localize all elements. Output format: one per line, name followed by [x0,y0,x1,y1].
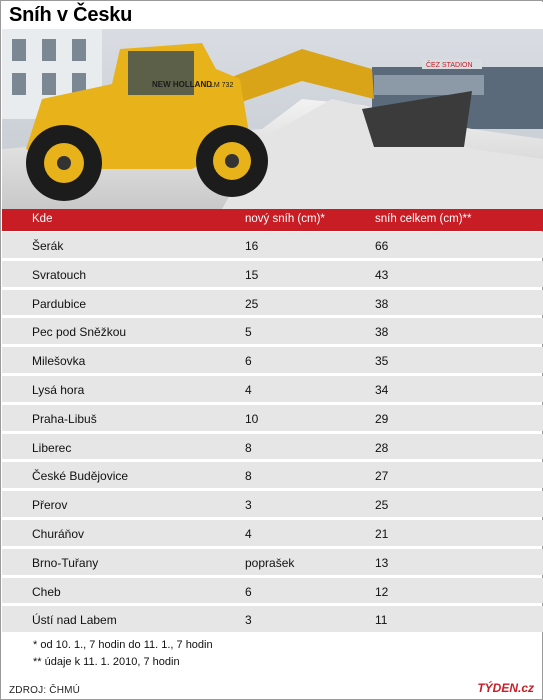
place-cell: České Budějovice [32,469,129,484]
page-title: Sníh v Česku [9,4,133,26]
place-cell: Praha-Libuš [32,411,97,426]
new-snow-cell: 25 [245,296,259,311]
table-row [2,549,543,575]
table-row [2,491,543,517]
new-snow-cell: 6 [245,354,252,369]
table-row [2,434,543,460]
total-snow-cell: 38 [375,325,389,340]
total-snow-cell: 35 [375,354,389,369]
total-snow-cell: 13 [375,555,389,570]
new-snow-cell: 15 [245,267,259,282]
new-snow-cell: poprašek [245,555,295,570]
header-total-snow: sníh celkem (cm)** [375,213,472,225]
place-cell: Ústí nad Labem [32,613,117,628]
place-cell: Přerov [32,498,68,513]
new-snow-cell: 3 [245,613,252,628]
photo-illustration [2,29,543,209]
place-cell: Svratouch [32,267,87,282]
new-snow-cell: 5 [245,325,252,340]
new-snow-cell: 8 [245,469,252,484]
total-snow-cell: 21 [375,526,389,541]
new-snow-cell: 16 [245,239,259,253]
place-cell: Pardubice [32,296,87,311]
table-row [2,376,543,402]
total-snow-cell: 12 [375,584,389,599]
footnotes [33,637,213,671]
new-snow-cell: 3 [245,498,252,513]
total-snow-cell: 28 [375,440,389,455]
new-snow-cell: 4 [245,382,252,397]
table-row [2,520,543,546]
table-row [2,462,543,488]
vehicle-label: NEW HOLLAND [152,80,212,89]
table-row [2,347,543,373]
vehicle-model: LM 732 [210,82,234,89]
table-row [2,261,543,287]
new-snow-cell: 4 [245,526,252,541]
table-row [2,318,543,344]
stadium-sign: ČEZ STADION [426,62,473,69]
footnote-total-snow: ** údaje k 11. 1. 2010, 7 hodin [33,656,180,668]
new-snow-cell: 8 [245,440,252,455]
total-snow-cell: 25 [375,498,389,513]
total-snow-cell: 11 [375,613,388,628]
table-row [2,578,543,604]
table-row [2,232,543,258]
header-place: Kde [32,213,53,225]
table-row [2,405,543,431]
place-cell: Cheb [32,584,61,599]
brand-logo[interactable]: TÝDEN.cz [477,681,534,695]
total-snow-cell: 27 [375,469,389,484]
place-cell: Brno-Tuřany [32,555,99,570]
place-cell: Milešovka [32,354,86,369]
source-credit: ZDROJ: ČHMÚ [9,685,81,696]
total-snow-cell: 43 [375,267,389,282]
place-cell: Lysá hora [32,382,85,397]
table-body [2,232,543,635]
place-cell: Šerák [32,239,64,253]
snow-loader-photo [2,29,543,209]
total-snow-cell: 38 [375,296,389,311]
footnote-new-snow: * od 10. 1., 7 hodin do 11. 1., 7 hodin [33,639,213,651]
place-cell: Pec pod Sněžkou [32,325,127,340]
table-row [2,606,543,632]
total-snow-cell: 29 [375,411,389,426]
place-cell: Liberec [32,440,72,455]
new-snow-cell: 6 [245,584,252,599]
total-snow-cell: 34 [375,382,389,397]
new-snow-cell: 10 [245,411,259,426]
place-cell: Churáňov [32,526,85,541]
table-header [2,209,543,231]
header-new-snow: nový sníh (cm)* [245,213,325,225]
table-row [2,290,543,316]
title-bar [2,2,543,29]
total-snow-cell: 66 [375,239,389,253]
